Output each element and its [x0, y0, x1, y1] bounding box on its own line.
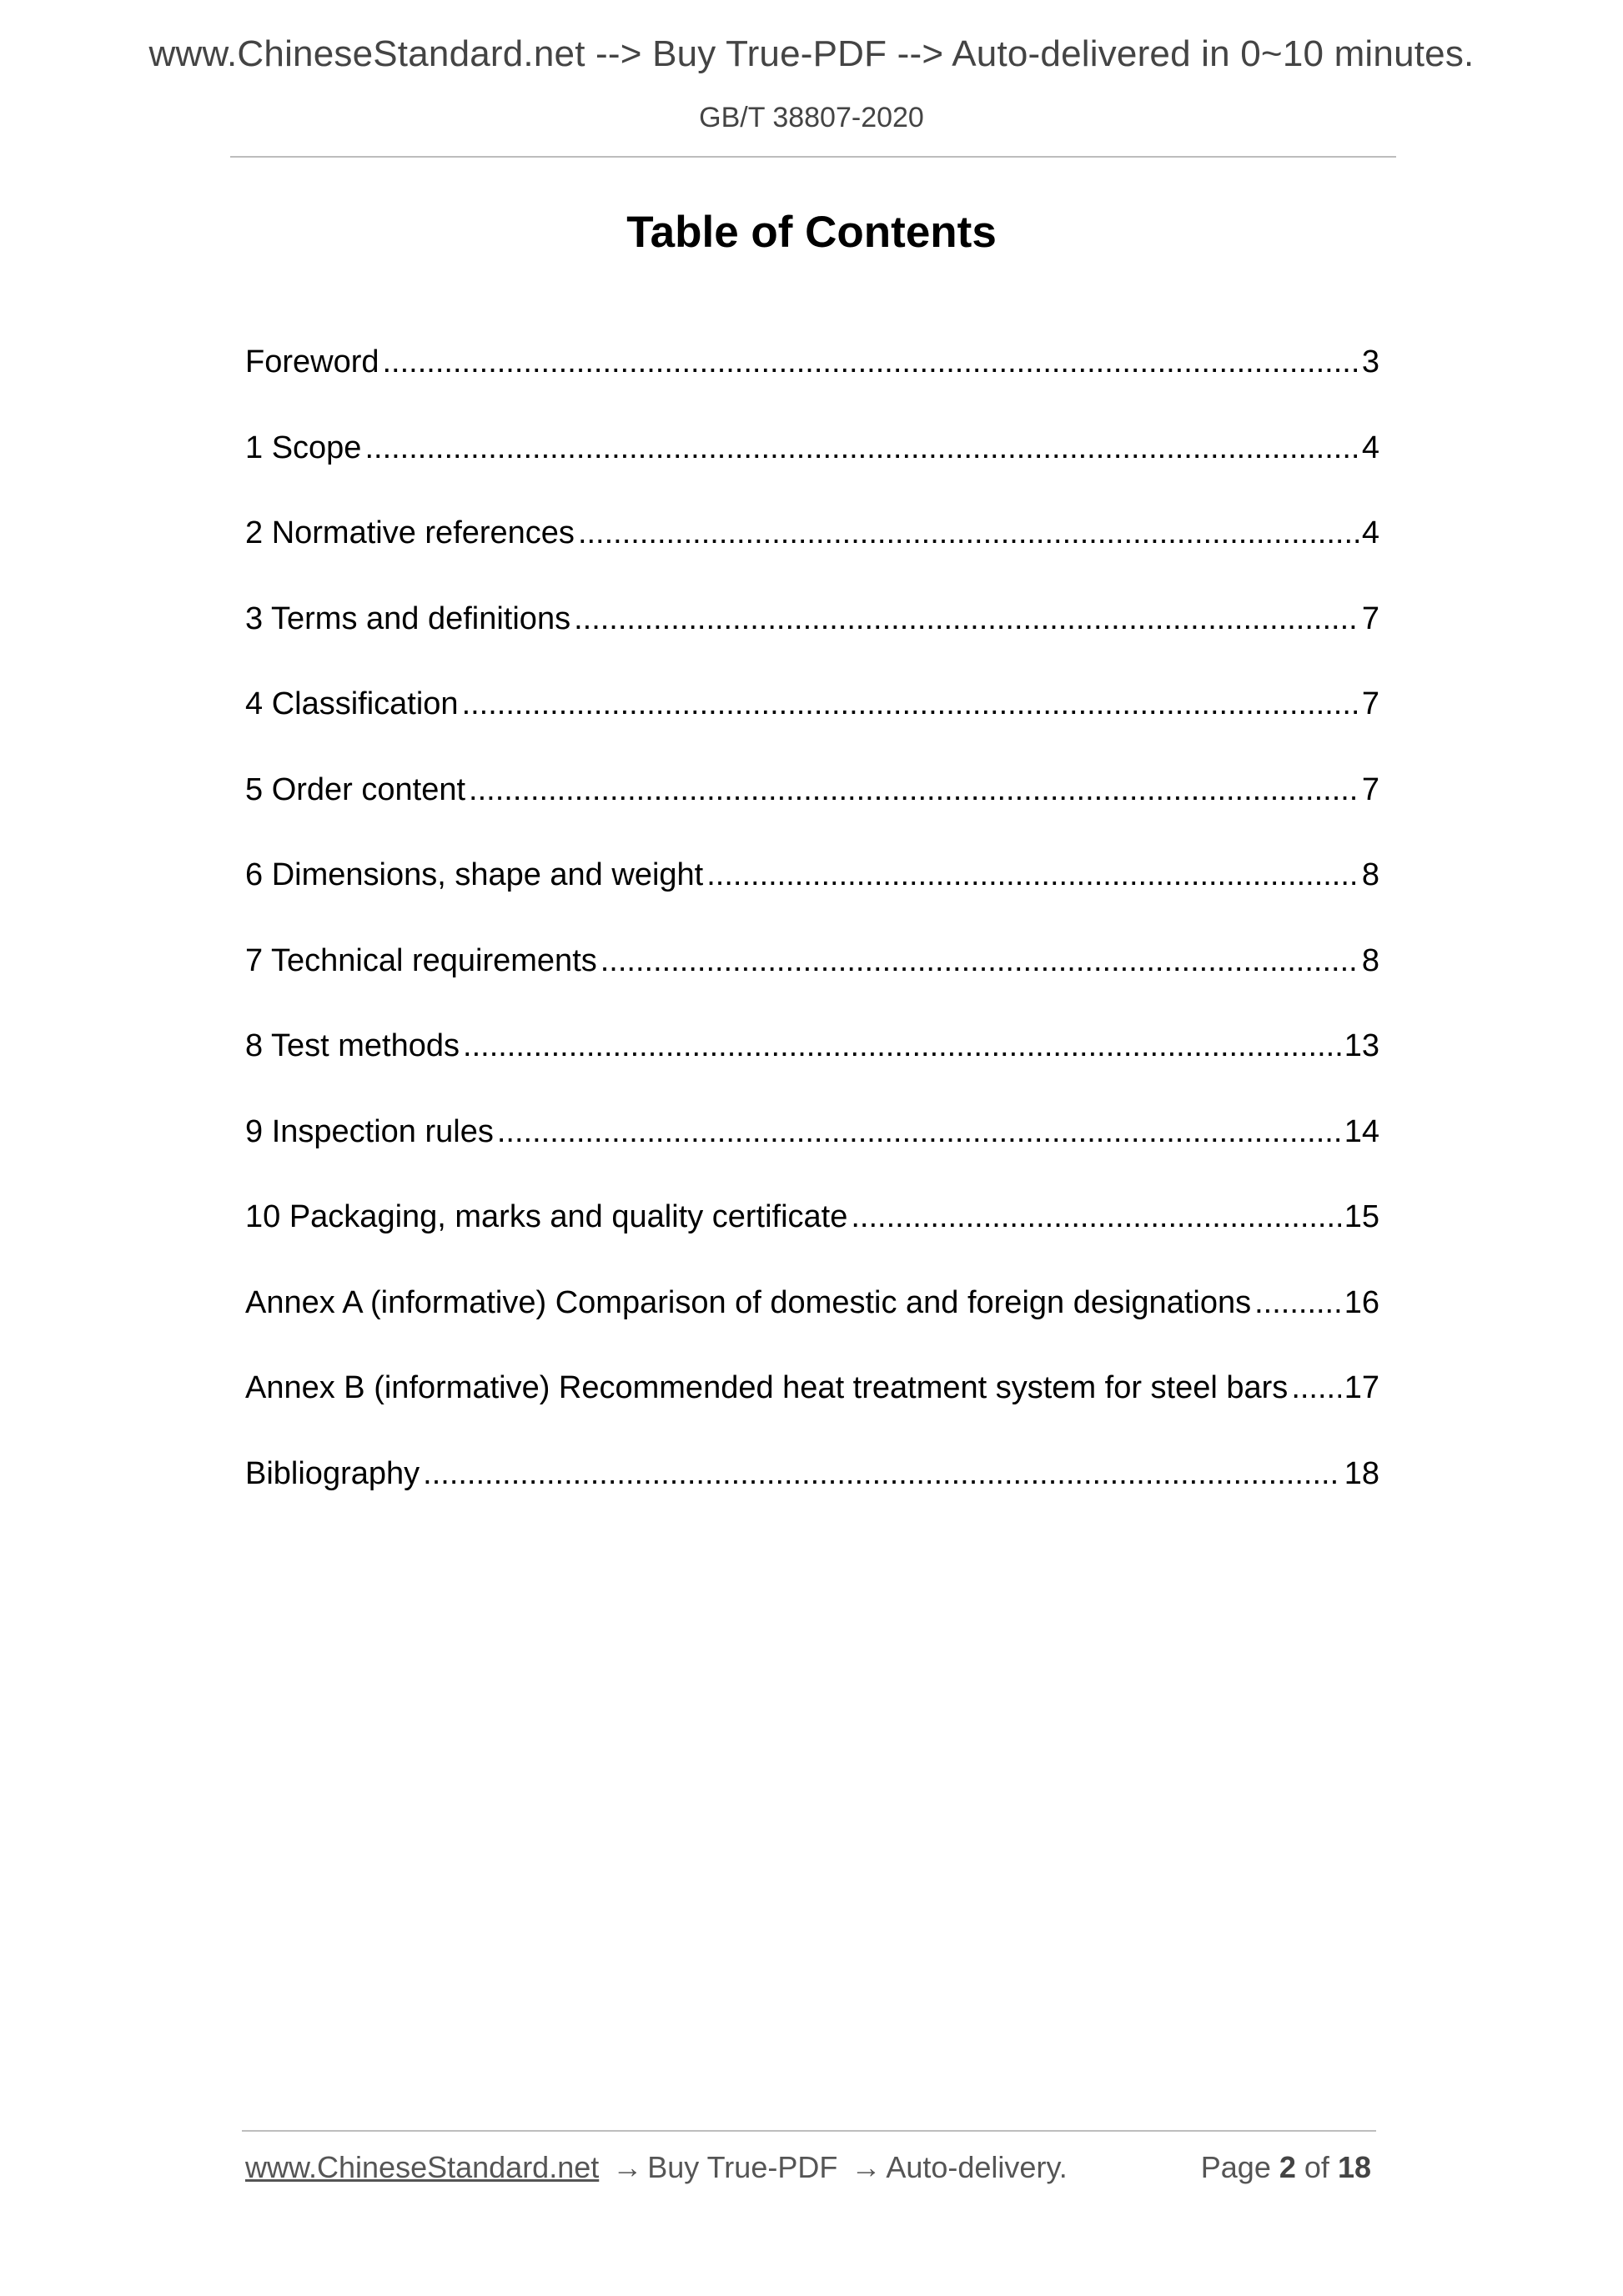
- toc-entry-label: 1 Scope: [245, 430, 362, 465]
- toc-entry-foreword[interactable]: [245, 337, 1379, 423]
- arrow-right-icon: →: [851, 2150, 882, 2184]
- toc-entry-label: 5 Order content: [245, 771, 466, 807]
- toc-list: [245, 337, 1379, 1534]
- toc-entry-dimensions[interactable]: [245, 850, 1379, 936]
- toc-entry-page: 4: [1361, 515, 1379, 550]
- toc-dot-leader: [462, 679, 1359, 729]
- top-banner: www.ChineseStandard.net --> Buy True-PDF --> Auto-delivered in 0~10 minutes.: [148, 33, 1475, 74]
- toc-dot-leader: [497, 1107, 1341, 1157]
- toc-entry-label: Annex B (informative) Recommended heat treatment system for steel bars: [245, 1370, 1289, 1405]
- toc-entry-page: 14: [1344, 1113, 1379, 1149]
- toc-entry-technical-requirements[interactable]: [245, 936, 1379, 1022]
- toc-entry-label: 7 Technical requirements: [245, 942, 597, 978]
- toc-entry-label: 6 Dimensions, shape and weight: [245, 857, 704, 892]
- footer-left: [245, 2150, 1068, 2185]
- toc-dot-leader: [463, 1021, 1341, 1071]
- page-word: Page: [1200, 2150, 1271, 2184]
- toc-entry-page: 16: [1344, 1284, 1379, 1320]
- toc-entry-scope[interactable]: [245, 423, 1379, 509]
- of-word: of: [1304, 2150, 1329, 2184]
- toc-dot-leader: [383, 337, 1359, 387]
- toc-entry-label: 4 Classification: [245, 686, 459, 721]
- toc-entry-label: Annex A (informative) Comparison of domestic and foreign designations: [245, 1284, 1252, 1320]
- document-code: GB/T 38807-2020: [699, 102, 924, 133]
- toc-dot-leader: [469, 765, 1359, 815]
- toc-entry-label: 10 Packaging, marks and quality certificate: [245, 1199, 848, 1234]
- footer-buy-text: Buy True-PDF: [647, 2150, 838, 2184]
- toc-entry-label: 9 Inspection rules: [245, 1113, 494, 1149]
- footer-site-link[interactable]: www.ChineseStandard.net: [245, 2150, 600, 2184]
- toc-entry-page: 8: [1361, 857, 1379, 892]
- toc-entry-page: 18: [1344, 1455, 1379, 1491]
- total-pages: 18: [1337, 2150, 1371, 2184]
- toc-entry-normative-references[interactable]: [245, 508, 1379, 594]
- toc-entry-classification[interactable]: [245, 679, 1379, 765]
- toc-entry-test-methods[interactable]: [245, 1021, 1379, 1107]
- toc-entry-label: Foreword: [245, 344, 379, 379]
- toc-dot-leader: [706, 850, 1359, 900]
- toc-dot-leader: [574, 594, 1359, 644]
- current-page: 2: [1279, 2150, 1296, 2184]
- toc-entry-terms-and-definitions[interactable]: [245, 594, 1379, 680]
- toc-dot-leader: [1254, 1278, 1341, 1328]
- toc-entry-page: 7: [1361, 600, 1379, 636]
- header-divider: [230, 156, 1396, 158]
- toc-entry-inspection-rules[interactable]: [245, 1107, 1379, 1193]
- toc-dot-leader: [578, 508, 1359, 558]
- toc-entry-label: 8 Test methods: [245, 1028, 460, 1063]
- footer-divider: [242, 2130, 1376, 2132]
- toc-entry-page: 7: [1361, 771, 1379, 807]
- footer-delivery-text: Auto-delivery.: [886, 2150, 1068, 2184]
- toc-dot-leader: [364, 423, 1358, 473]
- toc-entry-annex-b[interactable]: [245, 1363, 1379, 1449]
- toc-entry-page: 13: [1344, 1028, 1379, 1063]
- toc-dot-leader: [600, 936, 1359, 986]
- toc-entry-label: Bibliography: [245, 1455, 420, 1491]
- toc-dot-leader: [423, 1449, 1341, 1499]
- page-title: Table of Contents: [626, 208, 997, 257]
- toc-entry-page: 15: [1344, 1199, 1379, 1234]
- toc-entry-label: 2 Normative references: [245, 515, 575, 550]
- toc-entry-annex-a[interactable]: [245, 1278, 1379, 1364]
- arrow-right-icon: →: [612, 2150, 643, 2184]
- toc-dot-leader: [1291, 1363, 1340, 1413]
- toc-entry-label: 3 Terms and definitions: [245, 600, 571, 636]
- toc-entry-packaging[interactable]: [245, 1192, 1379, 1278]
- toc-entry-order-content[interactable]: [245, 765, 1379, 851]
- toc-entry-page: 7: [1361, 686, 1379, 721]
- toc-entry-page: 17: [1344, 1370, 1379, 1405]
- page-number: [1201, 2150, 1371, 2185]
- toc-entry-page: 4: [1361, 430, 1379, 465]
- toc-dot-leader: [851, 1192, 1340, 1242]
- toc-entry-page: 8: [1361, 942, 1379, 978]
- toc-entry-bibliography[interactable]: [245, 1449, 1379, 1535]
- toc-entry-page: 3: [1361, 344, 1379, 379]
